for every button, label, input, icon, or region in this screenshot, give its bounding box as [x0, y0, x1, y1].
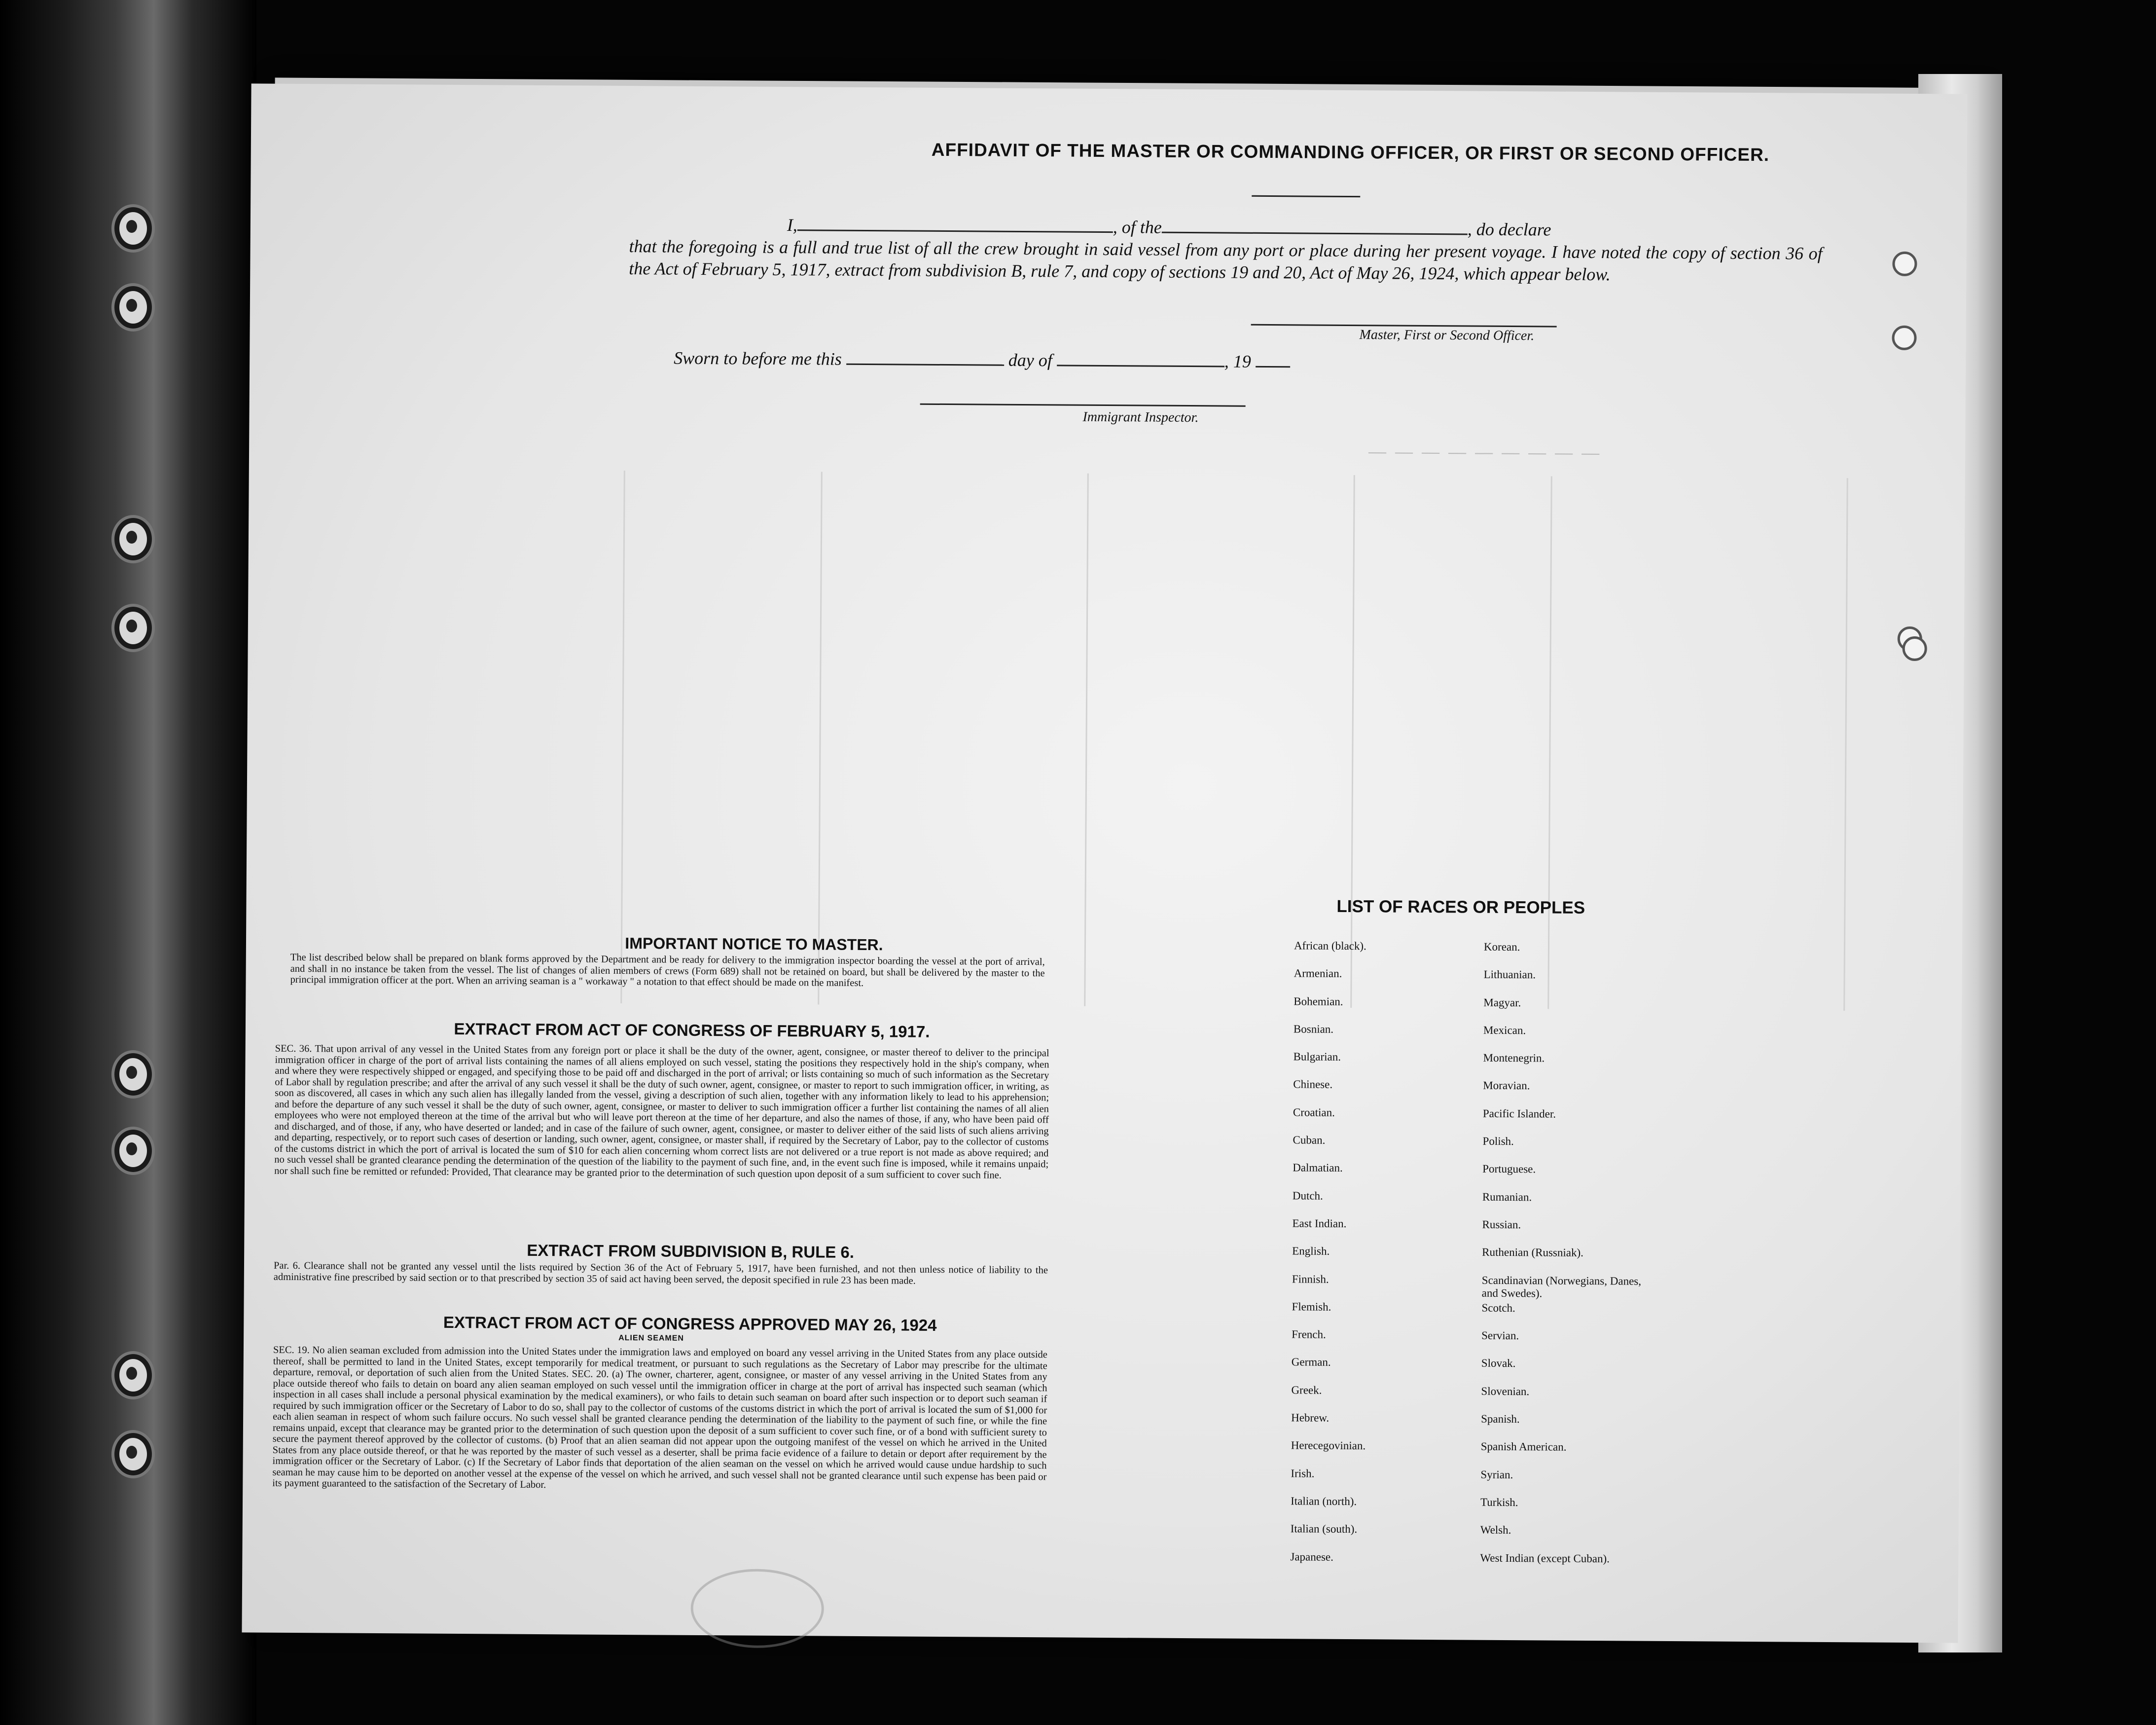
binder-hole: [114, 1354, 152, 1396]
race-item: Dutch.: [1292, 1189, 1323, 1202]
binder-hole: [114, 518, 152, 560]
bleed-through-rule: [1547, 477, 1552, 1009]
sworn-label: Sworn to before me this: [674, 348, 842, 369]
act-1917-text: SEC. 36. That upon arrival of any vessel in the United States from any foreign port or place it shall be the duty of the owner, agent, consignee, or master thereof to deliver to the principal immigration officer in charge of the port of arrival lists containing the names of all aliens employed on such vessel, stating the positions they respectively hold in the ship's company, when and where they were respectively shipped or engaged, and specifying those to be paid off and discharged in the port of arrival; or lists containing so much of such information as the Secretary of Labor shall by regulation prescribe; and after the arrival of any such vessel it shall be the duty of such owner, agent, consignee, or master to report to such immigration officer, in writing, as soon as discovered, all cases in which any such alien has illegally landed from the vessel, giving a description of such alien, together with any information likely to lead to his apprehension; and before the departure of any such vessel it shall be the duty of such owner, agent, consignee, or master to deliver to such immigration officer a further list containing the names of all alien employees who were not employed thereon at the time of the arrival but who will leave port thereon at the time of her departure, and also the names of those, if any, who have been paid off and discharged, and of those, if any, who have deserted or landed; and in case of the failure of such owner, agent, consignee, or master to deliver either of the said lists of such aliens arriving and departing, respectively, or to report such cases of desertion or landing, such owner, agent, consignee, or master shall, if required by the Secretary of Labor, pay to the collector of customs of the customs district in which the port of arrival is located the sum of $10 for each alien concerning whom correct lists are not delivered or a true report is not made as above required; and no such vessel shall be granted clearance pending the determination of the question of the liability to the payment of such fine, and, in the event such fine is imposed, while it remains unpaid; nor shall such fine be remitted or refunded: Provided, That clearance may be granted prior to the determination of such question upon deposit of a sum sufficient to cover such fine.: [274, 1043, 1049, 1181]
do-declare-label: , do declare: [1467, 219, 1551, 240]
sworn-line: [674, 348, 1290, 372]
race-item: West Indian (except Cuban).: [1480, 1551, 1610, 1565]
declarant-label: I,: [787, 215, 798, 235]
rule6-text: Par. 6. Clearance shall not be granted any vessel until the lists required by Section 36 of the Act of February 5, 1917, have been furnished, and not then unless notice of liability to the administrative fine prescribed by said section or to that prescribed by section 35 of said act having been served, the deposit specified in rule 23 has been made.: [273, 1260, 1048, 1286]
bleed-through-rule: [1843, 478, 1848, 1011]
race-item: Slovak.: [1481, 1357, 1516, 1370]
race-item: Ruthenian (Russniak).: [1482, 1246, 1583, 1259]
bleed-through-rule: [620, 471, 625, 1003]
race-item: Hebrew.: [1291, 1411, 1330, 1424]
title-underline: [1252, 195, 1360, 197]
of-the-label: , of the: [1113, 217, 1162, 237]
race-item: Bohemian.: [1294, 994, 1343, 1008]
race-item: Pacific Islander.: [1482, 1107, 1556, 1120]
faded-stamp: [690, 1569, 824, 1649]
race-item: Turkish.: [1480, 1496, 1518, 1509]
race-item: Armenian.: [1294, 967, 1342, 980]
sworn-year-field[interactable]: [1256, 366, 1290, 367]
year-label: , 19: [1224, 351, 1251, 371]
race-item: Greek.: [1291, 1384, 1322, 1396]
notice-text: The list described below shall be prepared on blank forms approved by the Department and be ready for delivery to the immigration inspector boarding the vessel at the port of arrival, and shall in no instance be taken from the vessel. The list of changes of alien members of crews (Form 689) shall not be retained on board, but shall be delivered by the master to the principal immigration officer at the port. When an arriving seaman is a " workaway " a notation to that effect should be made on the manifest.: [290, 952, 1045, 989]
race-item: Rumanian.: [1482, 1190, 1532, 1203]
race-item: Herecegovinian.: [1291, 1439, 1366, 1452]
bleed-through-text: ── ── ── ── ── ── ── ── ──: [1368, 445, 1600, 464]
inspector-signature-line[interactable]: [920, 404, 1246, 407]
race-item: Lithuanian.: [1483, 968, 1536, 981]
declaration-text: that the foregoing is a full and true list of all the crew brought in said vessel from any port or place during her present voyage. I have noted the copy of section 36 of the Act of February 5, 1917, extract from subdivision B, rule 7, and copy of sections 19 and 20, Act of May 26, 1924, which appear below.: [629, 236, 1823, 285]
binder-hole: [114, 1053, 152, 1096]
races-column-right: [1480, 941, 1691, 1580]
act-1917-title: EXTRACT FROM ACT OF CONGRESS OF FEBRUARY 5, 1917.: [454, 1019, 930, 1041]
race-item: Flemish.: [1292, 1300, 1331, 1313]
notice-title: IMPORTANT NOTICE TO MASTER.: [625, 934, 883, 954]
bleed-through-rule: [1084, 474, 1089, 1006]
master-signature-line[interactable]: [1251, 324, 1557, 328]
race-item: Italian (south).: [1290, 1522, 1358, 1536]
punch-hole: [1903, 636, 1927, 661]
race-item: Bulgarian.: [1293, 1050, 1341, 1064]
race-item: Mexican.: [1483, 1024, 1526, 1037]
race-item: Croatian.: [1293, 1106, 1335, 1119]
binder-hole: [114, 1433, 152, 1475]
vessel-name-field[interactable]: [1162, 232, 1468, 235]
races-title: LIST OF RACES OR PEOPLES: [1336, 896, 1585, 918]
affidavit-title: AFFIDAVIT OF THE MASTER OR COMMANDING OFFICER, OR FIRST OR SECOND OFFICER.: [931, 139, 1770, 165]
race-item: Slovenian.: [1481, 1385, 1530, 1398]
race-item: Korean.: [1483, 940, 1520, 954]
act-1924-subtitle: ALIEN SEAMEN: [618, 1333, 684, 1343]
race-item: Magyar.: [1483, 996, 1521, 1009]
master-signature-label: Master, First or Second Officer.: [1359, 327, 1535, 344]
race-item: African (black).: [1294, 939, 1366, 953]
sworn-day-field[interactable]: [846, 364, 1004, 366]
binder-hole: [114, 607, 152, 649]
inspector-label: Immigrant Inspector.: [1082, 409, 1199, 426]
race-item: English.: [1292, 1245, 1330, 1258]
race-item: Syrian.: [1480, 1468, 1513, 1481]
race-item: Welsh.: [1480, 1523, 1511, 1537]
bleed-through-rule: [1350, 475, 1355, 1008]
race-item: Irish.: [1291, 1467, 1315, 1480]
affidavit-body: [629, 213, 1823, 287]
race-item: East Indian.: [1292, 1217, 1347, 1230]
rule6-title: EXTRACT FROM SUBDIVISION B, RULE 6.: [527, 1241, 855, 1261]
race-item: Scotch.: [1481, 1301, 1515, 1314]
race-item: Spanish American.: [1480, 1440, 1567, 1454]
race-item: Russian.: [1482, 1218, 1521, 1231]
race-item: Cuban.: [1293, 1134, 1326, 1146]
race-item: Dalmatian.: [1293, 1161, 1343, 1174]
binder-hole: [114, 207, 152, 250]
day-of-label: day of: [1008, 350, 1052, 370]
act-1924-title: EXTRACT FROM ACT OF CONGRESS APPROVED MAY 26, 1924: [443, 1313, 937, 1334]
race-item: Servian.: [1481, 1329, 1519, 1342]
race-item: Portuguese.: [1482, 1163, 1536, 1175]
act-1924-text: SEC. 19. No alien seaman excluded from admission into the United States under the immigration laws and employed on board any vessel arriving in the United States from any place outside thereof, shall be permitted to land in the United States, except temporarily for medical treatment, or pursuant to such regulations as the Secretary of Labor may prescribe for the ultimate departure, removal, or deportation of such alien from the United States. SEC. 20. (a) The owner, charterer, agent, consignee, or master of any vessel arriving in the United States from any place outside thereof who fails to detain on board any alien seaman employed on such vessel until the immigration officer in charge at the port of arrival has inspected such seaman (which inspection in all cases shall include a personal physical examination by the medical examiners), or who fails to detain such seaman on board after such inspection or to deport such seaman if required by such immigration officer or the Secretary of Labor to do so, shall pay to the collector of customs of the customs district in which the port of arrival is located the sum of $1,000 for each alien seaman in respect of whom such failure occurs. No such vessel shall be granted clearance pending the determination of the liability to the payment of such fine, or while the fine remains unpaid, except that clearance may be granted prior to the determination of such question upon the deposit of a sum sufficient to cover such fine, or of a bond with sufficient surety to secure the payment thereof approved by the collector of customs. (b) Proof that an alien seaman did not appear upon the outgoing manifest of the vessel on which he arrived in the United States from any place outside thereof, or that he was reported by the master of such vessel as a deserter, shall be prima facie evidence of a failure to detain or deport after requirement by the immigration officer or the Secretary of Labor. (c) If the Secretary of Labor finds that deportation of the alien seaman on the vessel on which he arrived would cause undue hardship to such seaman he may cause him to be deported on another vessel at the expense of the vessel on which he arrived, and such vessel shall not be granted clearance until such expense has been paid or its payment guaranteed to the satisfaction of the Secretary of Labor.: [272, 1344, 1047, 1491]
declarant-name-field[interactable]: [797, 229, 1113, 233]
race-item: Bosnian.: [1293, 1023, 1334, 1035]
race-item: Italian (north).: [1291, 1495, 1357, 1508]
punch-hole: [1892, 252, 1917, 276]
race-item: Chinese.: [1293, 1078, 1333, 1091]
races-column-left: [1290, 939, 1457, 1579]
race-item: Japanese.: [1290, 1550, 1333, 1563]
race-item: Scandinavian (Norwegians, Danes, and Swedes).: [1481, 1274, 1642, 1299]
race-item: German.: [1291, 1356, 1331, 1369]
sworn-month-field[interactable]: [1057, 365, 1224, 367]
affidavit-page: [242, 83, 1967, 1643]
binder-hole: [114, 286, 152, 329]
bleed-through-rule: [818, 472, 823, 1004]
race-item: Montenegrin.: [1483, 1051, 1545, 1064]
race-item: Moravian.: [1483, 1079, 1530, 1092]
race-item: French.: [1292, 1328, 1326, 1341]
race-item: Spanish.: [1481, 1412, 1520, 1426]
race-item: Finnish.: [1292, 1272, 1329, 1285]
binder-hole: [114, 1130, 152, 1172]
race-item: Polish.: [1482, 1135, 1514, 1148]
punch-hole: [1892, 326, 1916, 350]
